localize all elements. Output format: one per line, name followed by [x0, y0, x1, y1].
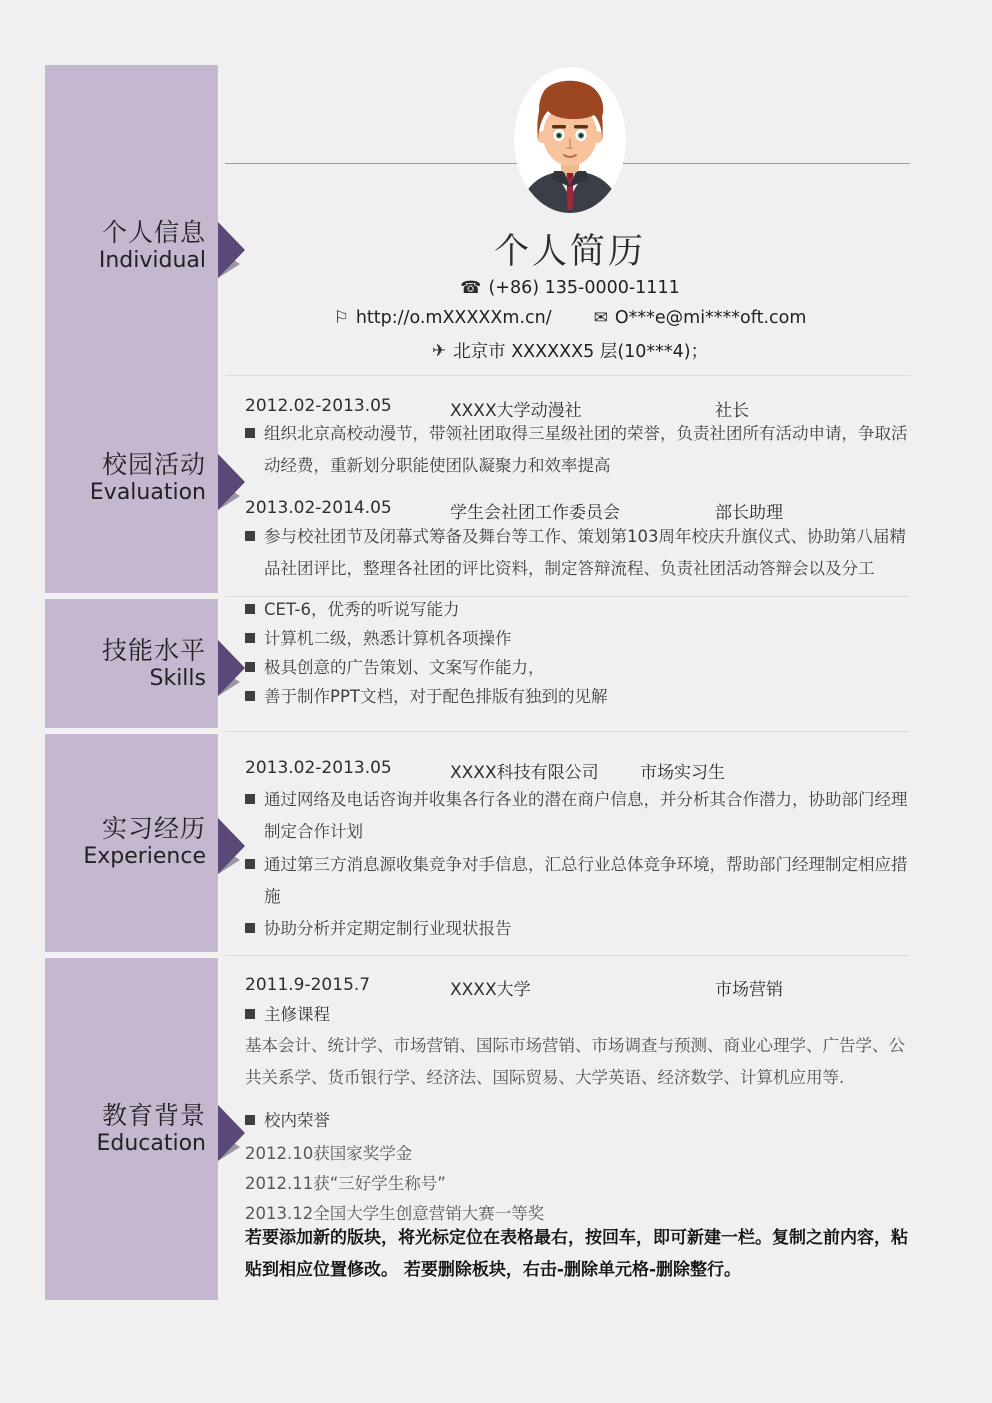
- honor-item: 2012.10获国家奖学金: [245, 1144, 413, 1163]
- website-row: [334, 308, 552, 328]
- internship-bullet: [245, 784, 917, 848]
- address-row: [432, 338, 708, 363]
- section-label-zh: 校园活动: [101, 450, 206, 479]
- sidebar-item-experience: [45, 814, 218, 869]
- section-divider-1: [225, 375, 910, 376]
- flag-icon: ⚐: [333, 308, 349, 328]
- bullet-square-icon: [245, 859, 255, 869]
- entry-role: 市场实习生: [640, 763, 725, 783]
- sidebar-item-evaluation: [45, 450, 218, 505]
- entry-org: XXXX科技有限公司: [450, 763, 599, 783]
- entry-role: 部长助理: [715, 503, 783, 523]
- skill-item: [245, 684, 917, 710]
- plane-icon: ✈: [431, 340, 447, 361]
- bullet-square-icon: [245, 1009, 255, 1019]
- template-instruction-note: 若要添加新的版块，将光标定位在表格最右，按回车，即可新建一栏。复制之前内容，粘贴到相应位置修改。 若要删除板块，右击-删除单元格-删除整行。: [245, 1228, 908, 1280]
- internship-bullet: [245, 849, 917, 913]
- sidebar-item-individual: [45, 218, 218, 273]
- bullet-square-icon: [245, 1115, 255, 1125]
- website-value: http://o.mXXXXXm.cn/: [355, 308, 552, 328]
- arrow-right-icon: [218, 640, 248, 702]
- sidebar-item-education: [45, 1101, 218, 1156]
- honor-item: 2012.11获“三好学生称号”: [245, 1174, 446, 1193]
- sidebar-block-1: [45, 65, 218, 593]
- section-label-zh: 个人信息: [101, 218, 206, 247]
- section-label-en: Individual: [98, 247, 206, 273]
- section-label-en: Experience: [83, 843, 206, 869]
- label-text: 主修课程: [264, 1005, 330, 1024]
- section-label-en: Evaluation: [89, 479, 206, 505]
- skill-text: 计算机二级，熟悉计算机各项操作: [264, 629, 512, 648]
- sidebar-item-skills: [45, 636, 218, 691]
- section-label-zh: 技能水平: [101, 636, 206, 665]
- honor-item: 2013.12全国大学生创意营销大赛一等奖: [245, 1204, 545, 1223]
- entry-date: 2012.02-2013.05: [245, 396, 392, 416]
- bullet-text: 通过第三方消息源收集竞争对手信息，汇总行业总体竞争环境，帮助部门经理制定相应措施: [264, 855, 908, 906]
- bullet-square-icon: [245, 923, 255, 933]
- bullet-square-icon: [245, 633, 255, 643]
- section-divider-3: [225, 731, 910, 732]
- page-title: 个人简历: [493, 232, 646, 272]
- arrow-right-icon: [218, 454, 248, 516]
- bullet-text: 协助分析并定期定制行业现状报告: [264, 919, 512, 938]
- entry-org: 学生会社团工作委员会: [450, 503, 620, 523]
- phone-icon: ☎: [460, 278, 482, 298]
- skill-item: [245, 626, 917, 652]
- phone-value: (+86) 135-0000-1111: [488, 278, 680, 298]
- education-entry-header: [245, 975, 915, 1000]
- bullet-text: 参与校社团节及闭幕式筹备及舞台等工作、策划第103周年校庆升旗仪式、协助第八届精品社团评比，整理各社团的评比资料，制定答辩流程、负责社团活动答辩会以及分工: [264, 527, 906, 578]
- phone-row: [460, 278, 679, 298]
- courses-label: [245, 1002, 917, 1028]
- entry-org: XXXX大学动漫社: [450, 401, 582, 421]
- campus-bullet: [245, 521, 917, 585]
- skill-text: 极具创意的广告策划、文案写作能力，: [264, 658, 545, 677]
- bullet-square-icon: [245, 531, 255, 541]
- bullet-square-icon: [245, 604, 255, 614]
- label-text: 校内荣誉: [264, 1111, 330, 1130]
- entry-date: 2013.02-2013.05: [245, 758, 392, 778]
- honors-label: [245, 1108, 917, 1134]
- skill-item: [245, 655, 917, 681]
- email-icon: ✉: [593, 308, 608, 328]
- section-label-en: Skills: [149, 665, 206, 691]
- skill-text: CET-6，优秀的听说写能力: [264, 600, 460, 619]
- avatar: [514, 67, 626, 213]
- section-label-zh: 教育背景: [101, 1101, 206, 1130]
- skill-text: 善于制作PPT文档，对于配色排版有独到的见解: [264, 687, 608, 706]
- arrow-right-icon: [218, 1105, 248, 1167]
- courses-text: 基本会计、统计学、市场营销、国际市场营销、市场调查与预测、商业心理学、广告学、公共关系学、货币银行学、经济法、国际贸易、大学英语、经济数学、计算机应用等.: [245, 1036, 905, 1087]
- bullet-square-icon: [245, 794, 255, 804]
- bullet-square-icon: [245, 662, 255, 672]
- section-label-en: Education: [96, 1130, 206, 1156]
- internship-entry-header: [245, 758, 915, 783]
- entry-date: 2013.02-2014.05: [245, 498, 392, 518]
- campus-bullet: [245, 418, 917, 482]
- email-value: O***e@mi****oft.com: [614, 308, 807, 328]
- email-row: [594, 308, 807, 328]
- bullet-square-icon: [245, 428, 255, 438]
- campus-entry-header: [245, 498, 915, 523]
- entry-date: 2011.9-2015.7: [245, 975, 371, 995]
- internship-bullet: [245, 913, 917, 945]
- section-divider-4: [225, 955, 910, 956]
- entry-org: XXXX大学: [450, 980, 531, 1000]
- entry-role: 市场营销: [715, 980, 783, 1000]
- address-value: 北京市 XXXXXX5 层(10***4)；: [453, 342, 709, 362]
- bullet-text: 组织北京高校动漫节，带领社团取得三星级社团的荣誉，负责社团所有活动申请，争取活动经费，重新划分职能使团队凝聚力和效率提高: [264, 424, 908, 475]
- bullet-text: 通过网络及电话咨询并收集各行各业的潜在商户信息，并分析其合作潜力，协助部门经理制定合作计划: [264, 790, 908, 841]
- bullet-square-icon: [245, 691, 255, 701]
- arrow-right-icon: [218, 818, 248, 880]
- section-label-zh: 实习经历: [101, 814, 206, 843]
- skill-item: [245, 597, 917, 623]
- entry-role: 社长: [715, 401, 749, 421]
